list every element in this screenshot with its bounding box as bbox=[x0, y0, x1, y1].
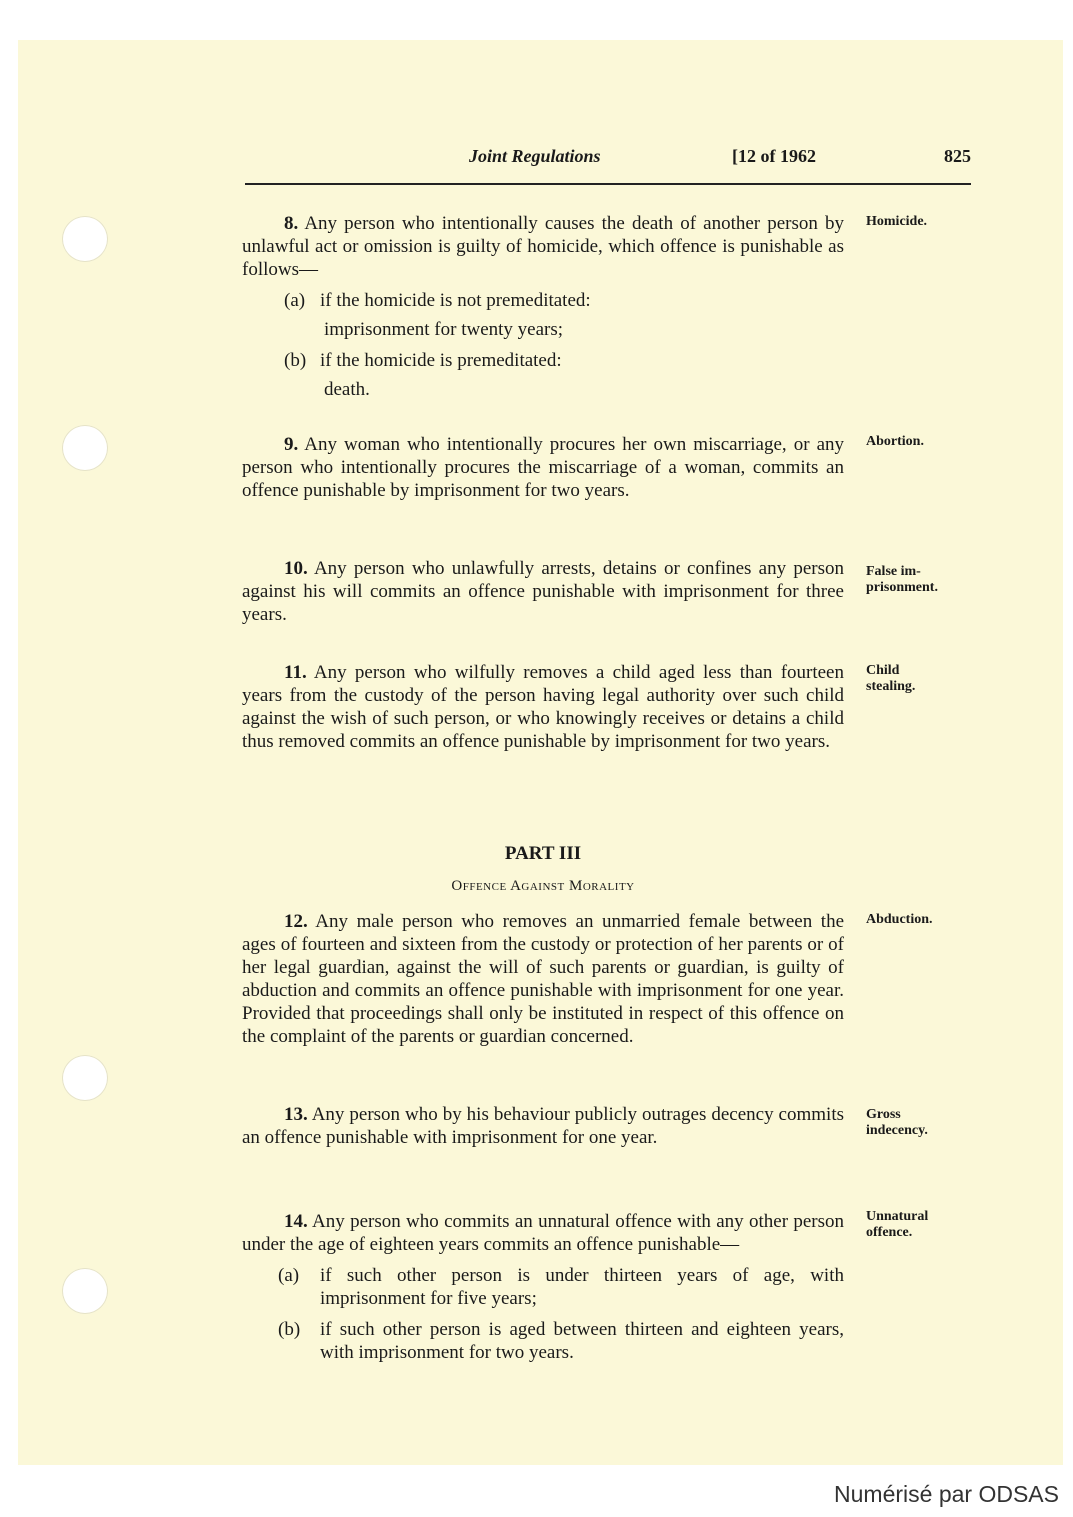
paragraph-label: (b) bbox=[278, 1319, 301, 1340]
section-13 bbox=[242, 1103, 844, 1149]
section-text: Any person who unlawfully arrests, detains or confines any person against his will commits an offence punishable with imprisonment for three years. bbox=[242, 558, 844, 625]
margin-note-line: offence. bbox=[866, 1225, 913, 1240]
section-9 bbox=[242, 433, 844, 502]
section-number: 14. bbox=[284, 1211, 308, 1232]
punch-hole bbox=[62, 216, 108, 262]
section-number: 12. bbox=[284, 911, 308, 932]
paragraph-text: if such other person is under thirteen years of age, with imprisonment for five years; bbox=[320, 1265, 844, 1309]
margin-note-line: Child bbox=[866, 663, 900, 678]
margin-note bbox=[866, 1107, 986, 1139]
margin-note: Homicide. bbox=[866, 214, 928, 229]
paragraph-b bbox=[242, 1318, 844, 1364]
margin-note bbox=[866, 663, 986, 695]
section-number: 13. bbox=[284, 1104, 308, 1125]
section-text: Any woman who intentionally procures her own miscarriage, or any person who intentionally procures the miscarriage of a woman, commits an offence punishable by imprisonment for two years. bbox=[242, 434, 844, 501]
margin-note-line: prisonment. bbox=[866, 580, 938, 595]
punch-hole bbox=[62, 1268, 108, 1314]
section-10 bbox=[242, 557, 844, 626]
paragraph-text: if the homicide is not premeditated: bbox=[320, 290, 591, 311]
margin-note: Abduction. bbox=[866, 912, 933, 927]
section-11 bbox=[242, 661, 844, 753]
paragraph-text: if the homicide is premeditated: bbox=[320, 350, 562, 371]
penalty-text: imprisonment for twenty years; bbox=[324, 319, 564, 340]
margin-note-line: False im- bbox=[866, 564, 921, 579]
act-reference: [12 of 1962 bbox=[732, 146, 816, 166]
paragraph-a bbox=[242, 289, 844, 312]
section-text: Any person who commits an unnatural offence with any other person under the age of eighteen years commits an offence punishable— bbox=[242, 1211, 844, 1255]
margin-note-line: indecency. bbox=[866, 1123, 928, 1138]
paragraph-b bbox=[242, 349, 844, 372]
section-text: Any person who wilfully removes a child aged less than fourteen years from the custody of the person having legal authority over such child against the wish of such person, or who knowingly receives or detains a child thus removed commits an offence punishable by imprisonment for two years. bbox=[242, 662, 844, 752]
page-number: 825 bbox=[944, 146, 971, 166]
paragraph-text: if such other person is aged between thirteen and eighteen years, with imprisonment for two years. bbox=[320, 1319, 844, 1363]
penalty-text: death. bbox=[324, 379, 370, 400]
margin-note: Abortion. bbox=[866, 434, 924, 449]
paragraph-label: (a) bbox=[284, 290, 306, 311]
punch-hole bbox=[62, 425, 108, 471]
section-14 bbox=[242, 1210, 844, 1364]
header-rule bbox=[245, 183, 971, 185]
margin-note-line: Gross bbox=[866, 1107, 901, 1122]
section-text: Any person who intentionally causes the death of another person by unlawful act or omission is guilty of homicide, which offence is punishable as follows— bbox=[242, 213, 844, 280]
running-title: Joint Regulations bbox=[469, 146, 601, 166]
section-number: 11. bbox=[284, 662, 307, 683]
section-12 bbox=[242, 910, 844, 1048]
margin-note bbox=[866, 564, 986, 596]
section-8 bbox=[242, 212, 844, 401]
margin-note bbox=[866, 1209, 986, 1241]
section-number: 8. bbox=[284, 213, 299, 234]
part-heading: PART III bbox=[504, 843, 582, 864]
part-subheading: Offence Against Morality bbox=[451, 878, 635, 894]
punch-hole bbox=[62, 1055, 108, 1101]
margin-note-line: Unnatural bbox=[866, 1209, 929, 1224]
digitization-credit: Numérisé par ODSAS bbox=[834, 1481, 1059, 1507]
section-number: 10. bbox=[284, 558, 308, 579]
section-number: 9. bbox=[284, 434, 299, 455]
paragraph-label: (b) bbox=[284, 350, 307, 371]
section-text: Any male person who removes an unmarried female between the ages of fourteen and sixteen from the custody or protection of her parents or of her legal guardian, against the will of such parents or guardian, is guilty of abduction and commits an offence punishable with imprisonment for one year. Provided that proceedings shall only be instituted in respect of this offence on the complaint of the parents or guardian concerned. bbox=[242, 911, 845, 1047]
section-text: Any person who by his behaviour publicly outrages decency commits an offence punishable with imprisonment for one year. bbox=[242, 1104, 845, 1148]
page-header bbox=[245, 146, 971, 170]
margin-note-line: stealing. bbox=[866, 679, 916, 694]
paragraph-a bbox=[242, 1264, 844, 1310]
paragraph-label: (a) bbox=[278, 1265, 300, 1286]
